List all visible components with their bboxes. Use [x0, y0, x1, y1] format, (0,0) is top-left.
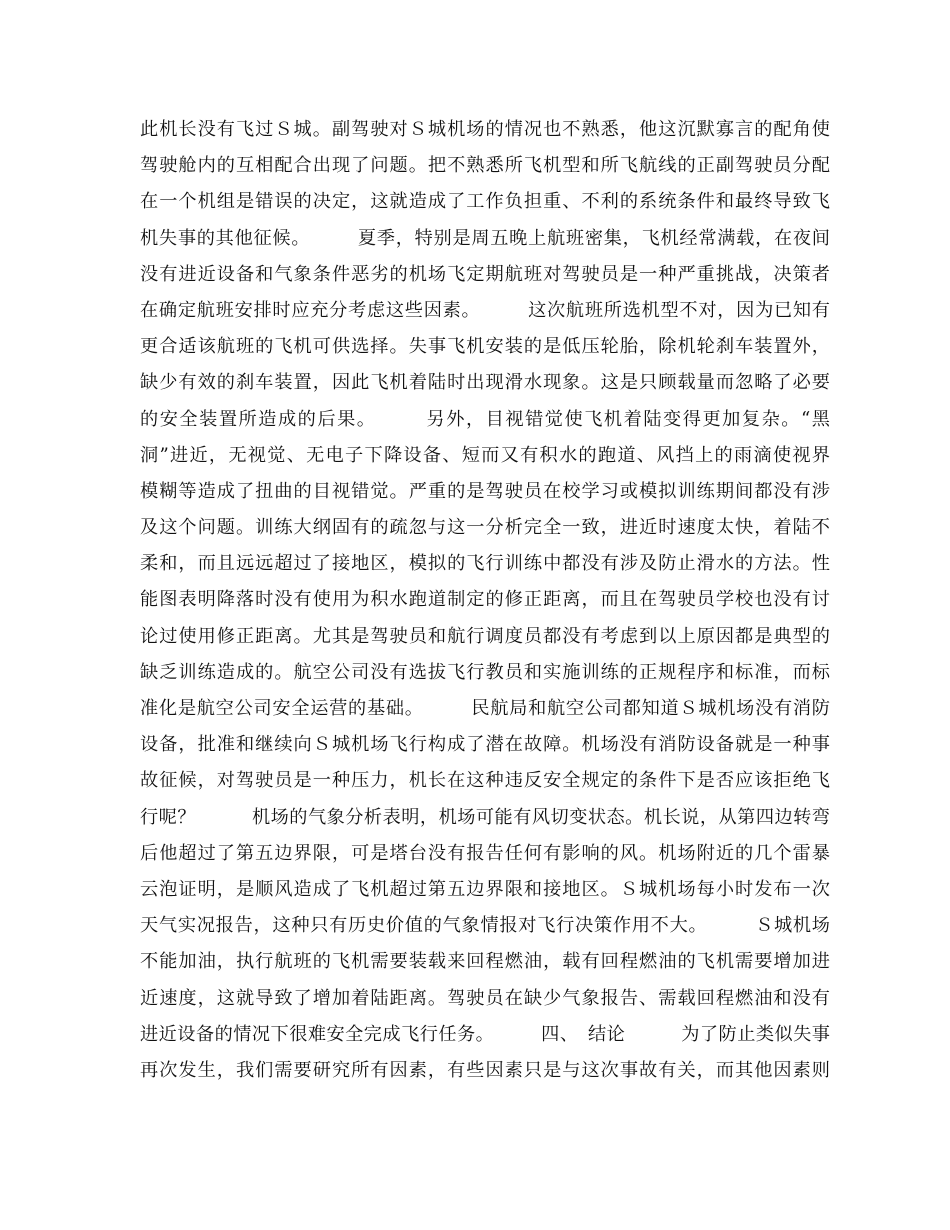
text-line: 模糊等造成了扭曲的目视错觉。严重的是驾驶员在校学习或模拟训练期间都没有涉 — [140, 480, 830, 502]
text-line: 后他超过了第五边界限，可是塔台没有报告任何有影响的风。机场附近的几个雷暴 — [140, 842, 830, 864]
text-line: 更合适该航班的飞机可供选择。失事飞机安装的是低压轮胎，除机轮刹车装置外， — [140, 336, 830, 358]
text-line: 没有进近设备和气象条件恶劣的机场飞定期航班对驾驶员是一种严重挑战，决策者 — [140, 263, 830, 285]
text-line: 在确定航班安排时应充分考虑这些因素。 这次航班所选机型不对，因为已知有 — [140, 299, 830, 321]
text-line: 柔和，而且远远超过了接地区，模拟的飞行训练中都没有涉及防止滑水的方法。性 — [140, 553, 830, 575]
text-line: 准化是航空公司安全运营的基础。 民航局和航空公司都知道Ｓ城机场没有消防 — [140, 698, 830, 719]
text-line: 行呢？ 机场的气象分析表明，机场可能有风切变状态。机长说，从第四边转弯 — [140, 806, 830, 828]
text-line: 进近设备的情况下很难安全完成飞行任务。 四、 结论 为了防止类似失事 — [140, 1023, 830, 1045]
text-line: 此机长没有飞过Ｓ城。副驾驶对Ｓ城机场的情况也不熟悉，他这沉默寡言的配角使 — [140, 119, 830, 140]
text-line: 能图表明降落时没有使用为积水跑道制定的修正距离，而且在驾驶员学校也没有讨 — [140, 589, 830, 611]
text-line: 不能加油，执行航班的飞机需要装载来回程燃油，载有回程燃油的飞机需要增加进 — [140, 951, 830, 973]
text-line: 机失事的其他征候。 夏季，特别是周五晚上航班密集，飞机经常满载，在夜间 — [140, 227, 830, 249]
text-line: 近速度，这就导致了增加着陆距离。驾驶员在缺少气象报告、需载回程燃油和没有 — [140, 987, 830, 1009]
text-line: 在一个机组是错误的决定，这就造成了工作负担重、不利的系统条件和最终导致飞 — [140, 191, 830, 213]
text-line: 再次发生，我们需要研究所有因素，有些因素只是与这次事故有关，而其他因素则 — [140, 1059, 830, 1081]
text-line: 云泡证明，是顺风造成了飞机超过第五边界限和接地区。Ｓ城机场每小时发布一次 — [140, 878, 830, 900]
text-line: 洞”进近，无视觉、无电子下降设备、短而又有积水的跑道、风挡上的雨滴使视界 — [140, 444, 830, 466]
text-line: 天气实况报告，这种只有历史价值的气象情报对飞行决策作用不大。 Ｓ城机场 — [140, 915, 830, 937]
text-line: 故征候，对驾驶员是一种压力，机长在这种违反安全规定的条件下是否应该拒绝飞 — [140, 770, 830, 792]
text-line: 缺乏训练造成的。航空公司没有选拔飞行教员和实施训练的正规程序和标准，而标 — [140, 661, 830, 683]
text-line: 设备，批准和继续向Ｓ城机场飞行构成了潜在故障。机场没有消防设备就是一种事 — [140, 734, 830, 756]
text-line: 驾驶舱内的互相配合出现了问题。把不熟悉所飞机型和所飞航线的正副驾驶员分配 — [140, 155, 830, 177]
text-line: 缺少有效的刹车装置，因此飞机着陆时出现滑水现象。这是只顾载量而忽略了必要 — [140, 372, 830, 394]
text-line: 论过使用修正距离。尤其是驾驶员和航行调度员都没有考虑到以上原因都是典型的 — [140, 625, 830, 647]
text-line: 的安全装置所造成的后果。 另外，目视错觉使飞机着陆变得更加复杂。“黑 — [140, 408, 830, 430]
text-line: 及这个问题。训练大纲固有的疏忽与这一分析完全一致，进近时速度太快，着陆不 — [140, 517, 830, 539]
body-text — [140, 112, 830, 1089]
